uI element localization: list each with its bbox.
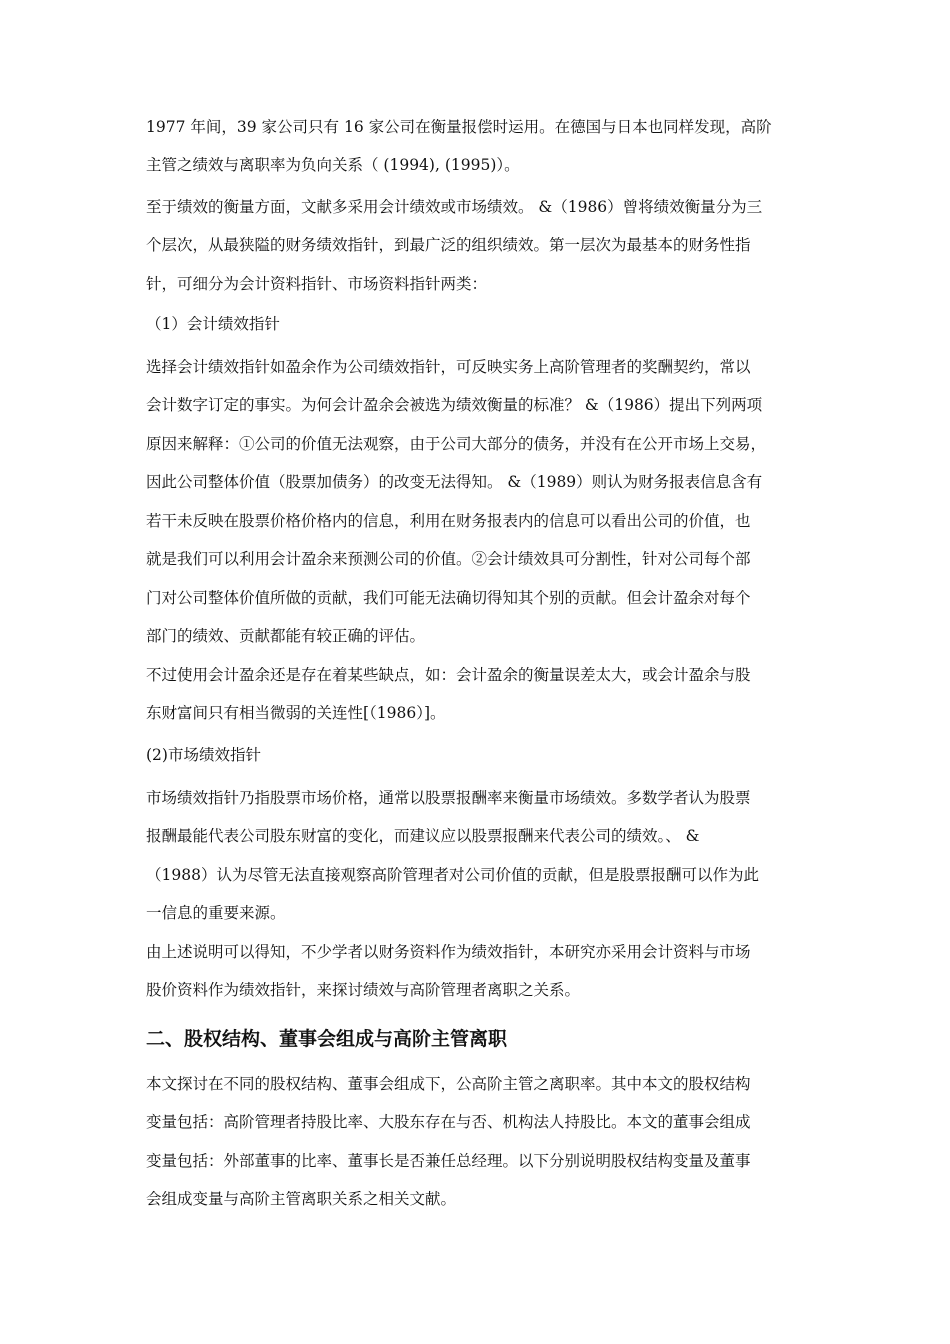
text-line: 门对公司整体价值所做的贡献，我们可能无法确切得知其个别的贡献。但会计盈余对每个 <box>146 589 751 607</box>
text-line: 一信息的重要来源。 <box>146 904 286 922</box>
text-line: （1）会计绩效指针 <box>146 315 280 333</box>
text-line: 主管之绩效与离职率为负向关系（ (1994), (1995)）。 <box>146 156 520 174</box>
text-line: 个层次，从最狭隘的财务绩效指针，到最广泛的组织绩效。第一层次为最基本的财务性指 <box>146 236 751 254</box>
section-heading: 二、股权结构、董事会组成与高阶主管离职 <box>146 1028 508 1050</box>
text-line: 变量包括：外部董事的比率、董事长是否兼任总经理。以下分别说明股权结构变量及董事 <box>146 1152 751 1170</box>
text-line: 至于绩效的衡量方面，文献多采用会计绩效或市场绩效。 &（1986）曾将绩效衡量分为三 <box>146 198 763 216</box>
text-line: 就是我们可以利用会计盈余来预测公司的价值。②会计绩效具可分割性，针对公司每个部 <box>146 550 751 568</box>
text-line: 1977 年间，39 家公司只有 16 家公司在衡量报偿时运用。在德国与日本也同样发现，高阶 <box>146 118 772 136</box>
text-line: 针，可细分为会计资料指针、市场资料指针两类： <box>146 275 488 293</box>
text-line: 会组成变量与高阶主管离职关系之相关文献。 <box>146 1190 457 1208</box>
text-line: 本文探讨在不同的股权结构、董事会组成下，公高阶主管之离职率。其中本文的股权结构 <box>146 1075 751 1093</box>
text-line: 不过使用会计盈余还是存在着某些缺点，如：会计盈余的衡量误差太大，或会计盈余与股 <box>146 666 751 684</box>
text-line: 部门的绩效、贡献都能有较正确的评估。 <box>146 627 426 645</box>
text-line: (2)市场绩效指针 <box>146 746 261 764</box>
text-line: 选择会计绩效指针如盈余作为公司绩效指针，可反映实务上高阶管理者的奖酬契约，常以 <box>146 358 751 376</box>
text-line: 报酬最能代表公司股东财富的变化，而建议应以股票报酬来代表公司的绩效。、 & <box>146 827 700 845</box>
text-line: 股价资料作为绩效指针，来探讨绩效与高阶管理者离职之关系。 <box>146 981 581 999</box>
text-line: （1988）认为尽管无法直接观察高阶管理者对公司价值的贡献，但是股票报酬可以作为此 <box>146 866 759 884</box>
text-line: 市场绩效指针乃指股票市场价格，通常以股票报酬率来衡量市场绩效。多数学者认为股票 <box>146 789 751 807</box>
text-line: 变量包括：高阶管理者持股比率、大股东存在与否、机构法人持股比。本文的董事会组成 <box>146 1113 751 1131</box>
text-line: 原因来解释：①公司的价值无法观察，由于公司大部分的债务，并没有在公开市场上交易， <box>146 435 767 453</box>
text-line: 东财富间只有相当微弱的关连性[（1986）]。 <box>146 704 446 722</box>
text-line: 由上述说明可以得知，不少学者以财务资料作为绩效指针，本研究亦采用会计资料与市场 <box>146 943 751 961</box>
text-line: 会计数字订定的事实。为何会计盈余会被选为绩效衡量的标准？ &（1986）提出下列两项 <box>146 396 763 414</box>
text-line: 若干未反映在股票价格价格内的信息，利用在财务报表内的信息可以看出公司的价值，也 <box>146 512 751 530</box>
text-line: 因此公司整体价值（股票加债务）的改变无法得知。 &（1989）则认为财务报表信息含有 <box>146 473 763 491</box>
